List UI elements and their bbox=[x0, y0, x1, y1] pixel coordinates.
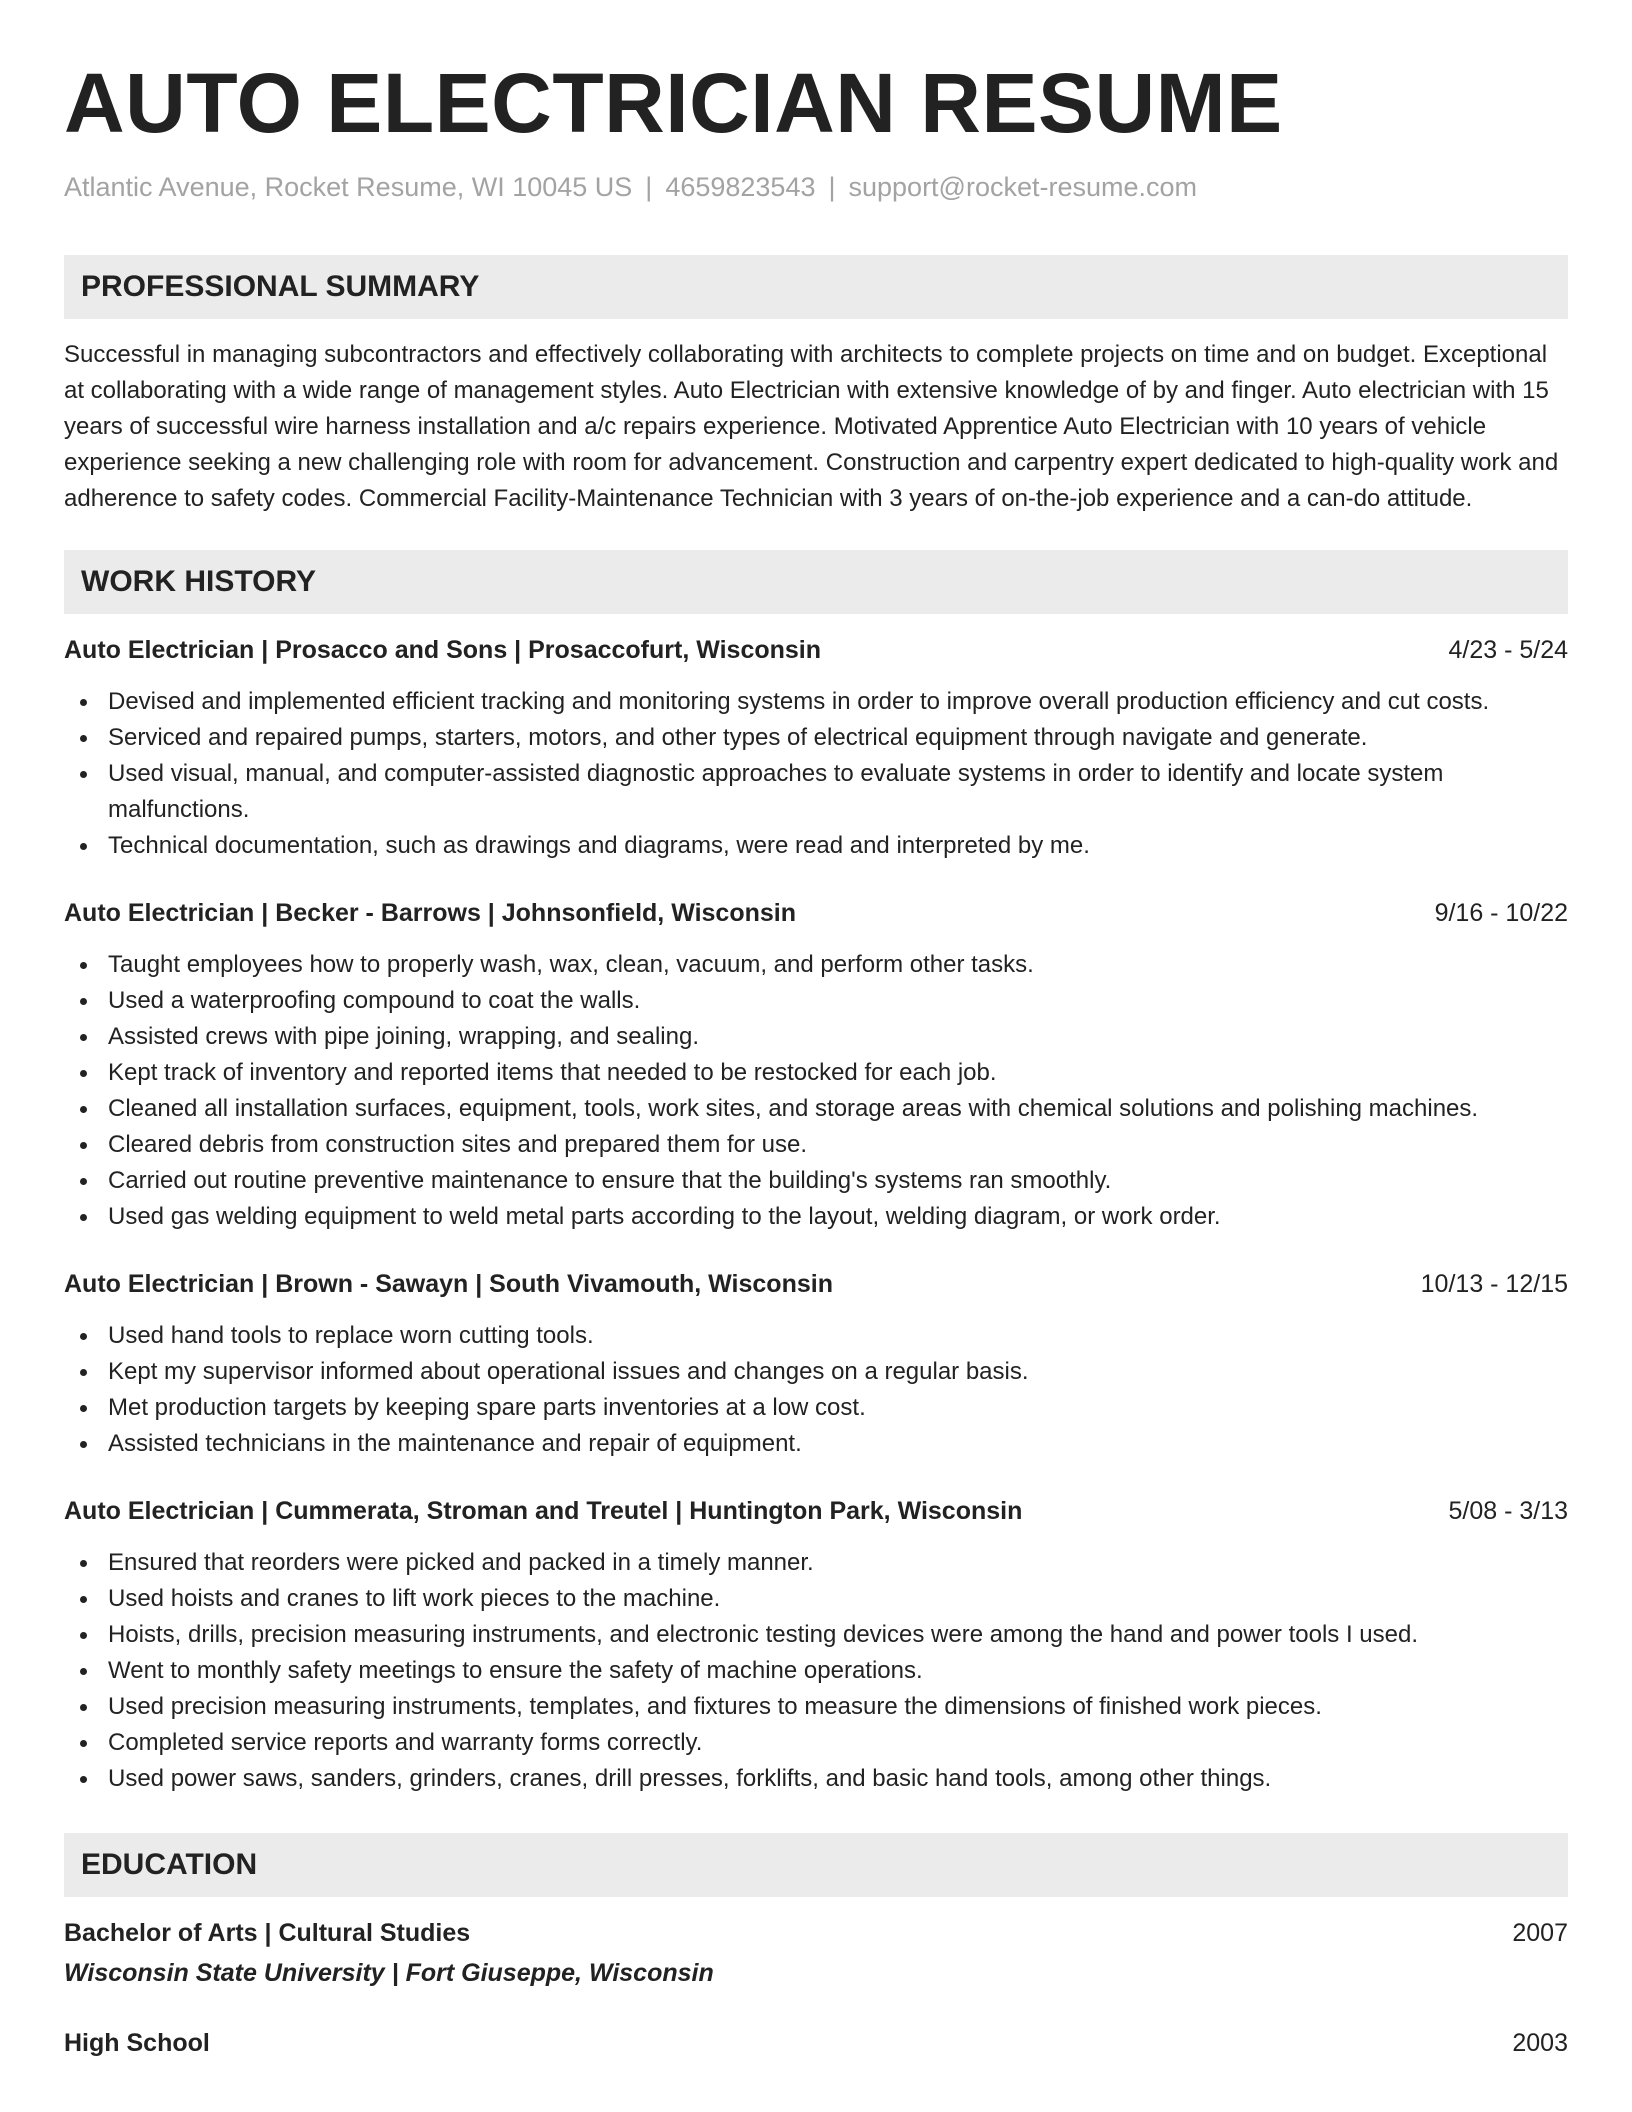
education-year: 2007 bbox=[1512, 1919, 1568, 1947]
job-entry bbox=[64, 632, 1568, 864]
job-bullets bbox=[64, 1545, 1568, 1797]
section-header-summary: PROFESSIONAL SUMMARY bbox=[64, 255, 1568, 319]
education-degree: High School bbox=[64, 2029, 210, 2057]
summary-text: Successful in managing subcontractors and effectively collaborating with architects to complete projects on time and on budget. Exceptional at collaborating with a wide range of management styles. Auto Electrician with extensive knowledge of by and finger. Auto electrician with 15 years of successful wire harness installation and a/c repairs experience. Motivated Apprentice Auto Electrician with 10 years of vehicle experience seeking a new challenging role with room for advancement. Construction and carpentry expert dedicated to high-quality work and adherence to safety codes. Commercial Facility-Maintenance Technician with 3 years of on-the-job experience and a can-do attitude. bbox=[64, 341, 1559, 512]
list-item: Used power saws, sanders, grinders, cranes, drill presses, forklifts, and basic hand tools, among other things. bbox=[64, 1761, 1568, 1797]
job-title: Auto Electrician | Prosacco and Sons | Prosaccofurt, Wisconsin bbox=[64, 636, 822, 664]
job-entry bbox=[64, 1266, 1568, 1462]
education-year: 2003 bbox=[1512, 2029, 1568, 2057]
list-item: Used gas welding equipment to weld metal parts according to the layout, welding diagram, or work order. bbox=[64, 1199, 1568, 1235]
list-item: Carried out routine preventive maintenance to ensure that the building's systems ran smoothly. bbox=[64, 1163, 1568, 1199]
job-dates: 5/08 - 3/13 bbox=[1448, 1497, 1568, 1525]
contact-phone: 4659823543 bbox=[665, 172, 816, 202]
list-item: Cleaned all installation surfaces, equipment, tools, work sites, and storage areas with chemical solutions and polishing machines. bbox=[64, 1091, 1568, 1127]
job-title: Auto Electrician | Becker - Barrows | Johnsonfield, Wisconsin bbox=[64, 899, 796, 927]
job-bullets bbox=[64, 684, 1568, 864]
list-item: Used precision measuring instruments, templates, and fixtures to measure the dimensions of finished work pieces. bbox=[64, 1689, 1568, 1725]
list-item: Devised and implemented efficient tracking and monitoring systems in order to improve overall production efficiency and cut costs. bbox=[64, 684, 1568, 720]
section-header-education: EDUCATION bbox=[64, 1833, 1568, 1897]
job-entry bbox=[64, 895, 1568, 1235]
list-item: Assisted technicians in the maintenance and repair of equipment. bbox=[64, 1426, 1568, 1462]
list-item: Taught employees how to properly wash, wax, clean, vacuum, and perform other tasks. bbox=[64, 947, 1568, 983]
job-title: Auto Electrician | Cummerata, Stroman and Treutel | Huntington Park, Wisconsin bbox=[64, 1497, 1023, 1525]
list-item: Used hand tools to replace worn cutting tools. bbox=[64, 1318, 1568, 1354]
list-item: Ensured that reorders were picked and packed in a timely manner. bbox=[64, 1545, 1568, 1581]
contact-line bbox=[64, 170, 1568, 204]
contact-separator: | bbox=[645, 172, 653, 202]
list-item: Met production targets by keeping spare parts inventories at a low cost. bbox=[64, 1390, 1568, 1426]
job-bullets bbox=[64, 1318, 1568, 1462]
list-item: Technical documentation, such as drawings and diagrams, were read and interpreted by me. bbox=[64, 828, 1568, 864]
contact-email: support@rocket-resume.com bbox=[848, 172, 1198, 202]
list-item: Cleared debris from construction sites and prepared them for use. bbox=[64, 1127, 1568, 1163]
list-item: Used a waterproofing compound to coat the walls. bbox=[64, 983, 1568, 1019]
list-item: Assisted crews with pipe joining, wrapping, and sealing. bbox=[64, 1019, 1568, 1055]
list-item: Kept track of inventory and reported items that needed to be restocked for each job. bbox=[64, 1055, 1568, 1091]
contact-address: Atlantic Avenue, Rocket Resume, WI 10045 US bbox=[64, 172, 633, 202]
list-item: Used visual, manual, and computer-assisted diagnostic approaches to evaluate systems in order to identify and locate system malfunctions. bbox=[64, 756, 1568, 828]
job-dates: 4/23 - 5/24 bbox=[1448, 636, 1568, 664]
list-item: Completed service reports and warranty forms correctly. bbox=[64, 1725, 1568, 1761]
section-header-work-history: WORK HISTORY bbox=[64, 550, 1568, 614]
resume-title: AUTO ELECTRICIAN RESUME bbox=[64, 56, 1283, 150]
job-bullets bbox=[64, 947, 1568, 1235]
education-entry bbox=[64, 2025, 1568, 2061]
education-degree: Bachelor of Arts | Cultural Studies bbox=[64, 1919, 471, 1947]
list-item: Serviced and repaired pumps, starters, motors, and other types of electrical equipment through navigate and generate. bbox=[64, 720, 1568, 756]
education-school: Wisconsin State University | Fort Giuseppe, Wisconsin bbox=[64, 1959, 714, 1987]
list-item: Went to monthly safety meetings to ensure the safety of machine operations. bbox=[64, 1653, 1568, 1689]
education-entry bbox=[64, 1915, 1568, 1991]
job-title: Auto Electrician | Brown - Sawayn | South Vivamouth, Wisconsin bbox=[64, 1270, 833, 1298]
list-item: Hoists, drills, precision measuring instruments, and electronic testing devices were among the hand and power tools I used. bbox=[64, 1617, 1568, 1653]
job-dates: 9/16 - 10/22 bbox=[1434, 899, 1568, 927]
contact-separator: | bbox=[828, 172, 836, 202]
job-entry bbox=[64, 1493, 1568, 1797]
list-item: Kept my supervisor informed about operational issues and changes on a regular basis. bbox=[64, 1354, 1568, 1390]
job-dates: 10/13 - 12/15 bbox=[1420, 1270, 1568, 1298]
list-item: Used hoists and cranes to lift work pieces to the machine. bbox=[64, 1581, 1568, 1617]
